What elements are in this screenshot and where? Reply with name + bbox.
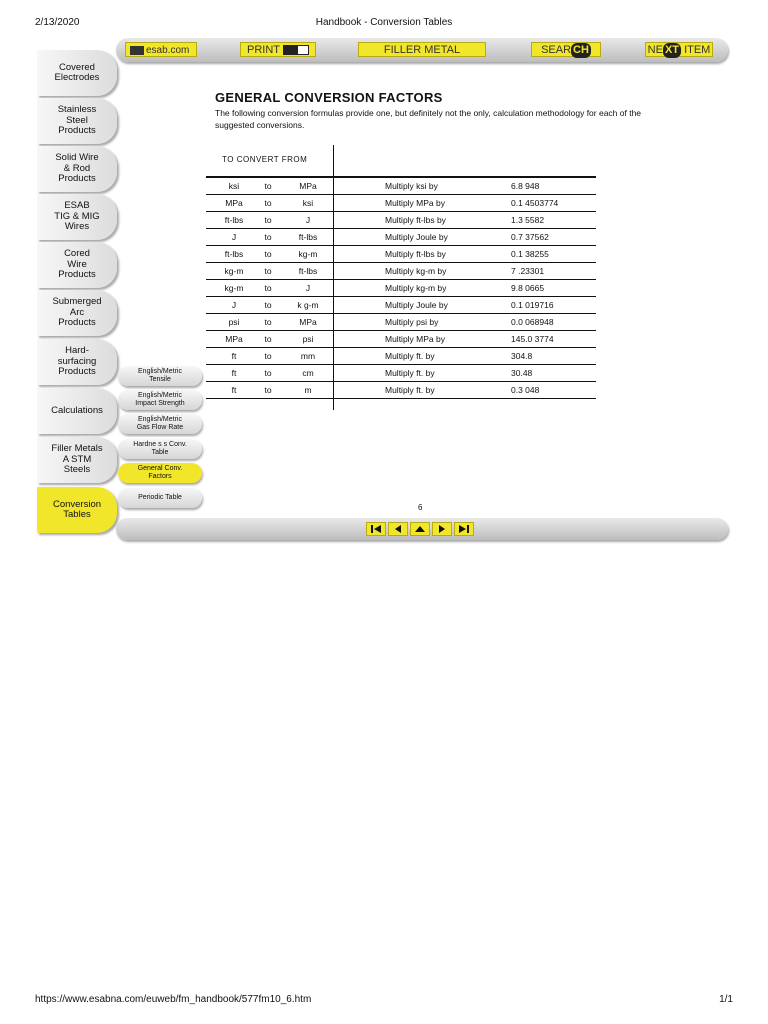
table-row [206,297,596,314]
prev-page-button[interactable] [388,522,408,536]
multiply-text: Multiply psi by [385,317,439,327]
nav-calculations[interactable] [37,388,117,434]
esab-home-link[interactable] [125,42,197,57]
nav-tig-mig-wires[interactable] [37,194,117,240]
up-icon [415,525,425,533]
factor-value: 304.8 [511,351,533,361]
table-row [206,212,596,229]
up-button[interactable] [410,522,430,536]
nav-conversion-tables[interactable] [37,487,117,533]
nav-cored-wire[interactable] [37,242,117,288]
multiply-text: Multiply ft-lbs by [385,249,446,259]
to-word: to [264,249,272,259]
factor-value: 7 .23301 [511,266,545,276]
table-row [206,348,596,365]
multiply-text: Multiply MPa by [385,198,445,208]
next-label: NE [647,44,663,56]
nav-label: Calculations [51,404,103,416]
to-unit: m [304,385,312,395]
multiply-text: Multiply ft. by [385,385,435,395]
next-pill: XT [664,44,679,56]
factor-value: 6.8 948 [511,181,540,191]
nav-submerged-arc[interactable] [37,290,117,336]
subnav-label: English/Metric Tensile [138,368,182,383]
to-word: to [264,317,272,327]
subnav-label: English/Metric Impact Strength [135,392,185,407]
factor-value: 0.1 38255 [511,249,549,259]
subnav-hardness-conv[interactable] [118,439,202,459]
nav-solid-wire[interactable] [37,146,117,192]
printer-icon [283,45,297,55]
to-unit: MPa [299,181,317,191]
from-unit: ksi [228,181,240,191]
last-page-button[interactable] [454,522,474,536]
search-button[interactable] [531,42,601,57]
next-icon [437,525,447,533]
to-unit: ft-lbs [298,232,318,242]
multiply-text: Multiply kg-m by [385,266,447,276]
search-label: SEAR [541,44,572,56]
to-word: to [264,215,272,225]
table-row [206,246,596,263]
table-row [206,314,596,331]
last-page-icon [459,525,469,533]
table-row [206,365,596,382]
item-label: ITEM [684,44,711,56]
header-label: TO CONVERT FROM [222,155,308,164]
table-body [206,178,596,399]
page-nav-buttons [366,522,474,536]
subnav-periodic-table[interactable] [118,488,202,508]
from-unit: ft-lbs [224,215,244,225]
table-row [206,229,596,246]
from-unit: J [231,232,237,242]
to-unit: MPa [299,317,317,327]
nav-label: Stainless Steel Products [57,104,97,137]
filler-metal-label: FILLER METAL [383,44,461,56]
from-unit: kg-m [224,283,244,293]
multiply-text: Multiply MPa by [385,334,445,344]
subnav-gas-flow-rate[interactable] [118,414,202,434]
nav-hardsurfacing[interactable] [37,339,117,385]
from-unit: MPa [225,334,243,344]
esab-logo-icon [130,46,144,55]
intro-text: The following conversion formulas provide one, but definitely not the only, calculation methodology for each of the suggested conversions. [215,108,642,130]
to-word: to [264,334,272,344]
to-unit: J [305,215,311,225]
next-item-button[interactable] [645,42,713,57]
factor-value: 0.7 37562 [511,232,549,242]
to-unit: ft-lbs [298,266,318,276]
filler-metal-button[interactable] [358,42,486,57]
to-unit: J [305,283,311,293]
to-word: to [264,351,272,361]
print-label: PRINT [247,44,280,56]
to-word: to [264,266,272,276]
from-unit: ft [231,351,237,361]
to-unit: psi [302,334,314,344]
print-title: Handbook - Conversion Tables [315,17,453,28]
table-row [206,263,596,280]
prev-icon [393,525,403,533]
subnav-general-conv-factors[interactable] [118,463,202,483]
search-pill: CH [573,44,589,56]
from-unit: ft [231,368,237,378]
to-unit: mm [300,351,316,361]
multiply-text: Multiply Joule by [385,232,448,242]
nav-label: ESAB TIG & MIG Wires [54,200,100,233]
factor-value: 9.8 0665 [511,283,545,293]
nav-label: Conversion Tables [52,498,102,520]
nav-label: Filler Metals A STM Steels [51,443,103,476]
subnav-tensile[interactable] [118,366,202,386]
factor-value: 0.0 068948 [511,317,554,327]
page-title: GENERAL CONVERSION FACTORS [215,90,443,105]
table-row [206,382,596,399]
subnav-label: Periodic Table [138,494,182,501]
from-unit: ft-lbs [224,249,244,259]
multiply-text: Multiply ft-lbs by [385,215,446,225]
table-row [206,331,596,348]
page-number: 6 [418,503,423,512]
from-unit: psi [228,317,240,327]
from-unit: ft [231,385,237,395]
to-word: to [264,300,272,310]
multiply-text: Multiply ksi by [385,181,438,191]
print-date: 2/13/2020 [35,17,80,28]
to-unit: k g-m [297,300,319,310]
from-unit: kg-m [224,266,244,276]
to-word: to [264,232,272,242]
table-header [206,145,596,178]
nav-label: Hard- surfacing Products [57,345,97,378]
subnav-label: Hardne s s Conv. Table [133,441,187,456]
subnav-label: General Conv. Factors [137,465,183,480]
table-row [206,280,596,297]
factor-value: 0.1 4503774 [511,198,559,208]
table-row [206,195,596,212]
to-word: to [264,181,272,191]
first-page-icon [371,525,381,533]
nav-filler-metals-astm[interactable] [37,437,117,483]
factor-value: 0.3 048 [511,385,540,395]
next-page-button[interactable] [432,522,452,536]
to-unit: ksi [302,198,314,208]
from-unit: J [231,300,237,310]
nav-label: Covered Electrodes [54,61,100,83]
subnav-label: English/Metric Gas Flow Rate [136,416,184,431]
print-url: https://www.esabna.com/euweb/fm_handbook/577fm10_6.htm [35,994,312,1005]
nav-label: Solid Wire & Rod Products [55,152,99,185]
print-page-count: 1/1 [719,994,733,1005]
esab-logo-text: esab.com [146,45,190,56]
to-word: to [264,385,272,395]
multiply-text: Multiply Joule by [385,300,448,310]
factor-value: 145.0 3774 [511,334,554,344]
factor-value: 1.3 5582 [511,215,545,225]
nav-label: Cored Wire Products [58,248,96,281]
subnav-impact-strength[interactable] [118,390,202,410]
to-unit: cm [302,368,314,378]
conversion-table [206,145,596,399]
nav-stainless-steel[interactable] [37,98,117,144]
from-unit: MPa [225,198,243,208]
nav-covered-electrodes[interactable] [37,50,117,96]
to-word: to [264,198,272,208]
factor-value: 0.1 019716 [511,300,554,310]
page-icon [297,45,309,55]
multiply-text: Multiply ft. by [385,368,435,378]
print-button[interactable] [240,42,316,57]
table-row [206,178,596,195]
to-word: to [264,368,272,378]
multiply-text: Multiply kg-m by [385,283,447,293]
nav-label: Submerged Arc Products [52,296,102,329]
first-page-button[interactable] [366,522,386,536]
multiply-text: Multiply ft. by [385,351,435,361]
top-toolbar [116,38,728,62]
factor-value: 30.48 [511,368,533,378]
to-word: to [264,283,272,293]
to-unit: kg-m [298,249,318,259]
